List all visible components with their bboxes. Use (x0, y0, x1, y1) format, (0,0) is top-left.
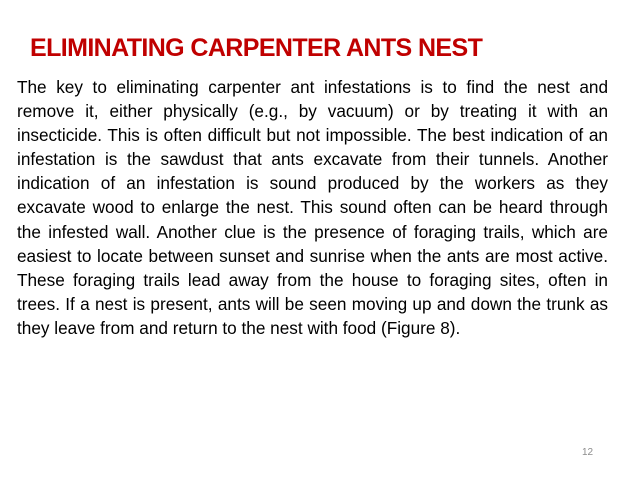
slide-page-number: 12 (582, 447, 594, 458)
slide-title: ELIMINATING CARPENTER ANTS NEST (30, 34, 483, 62)
slide-body-text: The key to eliminating carpenter ant infestations is to find the nest and remove it, either physically (e.g., by vacuum) or by treating it with an insecticide. This is often difficult but not impossible. The best indication of an infestation is the sawdust that ants excavate from their tunnels. Another indication of an infestation is sound produced by the workers as they excavate wood to enlarge the nest. This sound often can be heard through the infested wall. Another clue is the presence of foraging trails, which are easiest to locate between sunset and sunrise when the ants are most active. These foraging trails lead away from the house to foraging sites, often in trees. If a nest is present, ants will be seen moving up and down the trunk as they leave from and return to the nest with food (Figure 8). (17, 77, 608, 338)
